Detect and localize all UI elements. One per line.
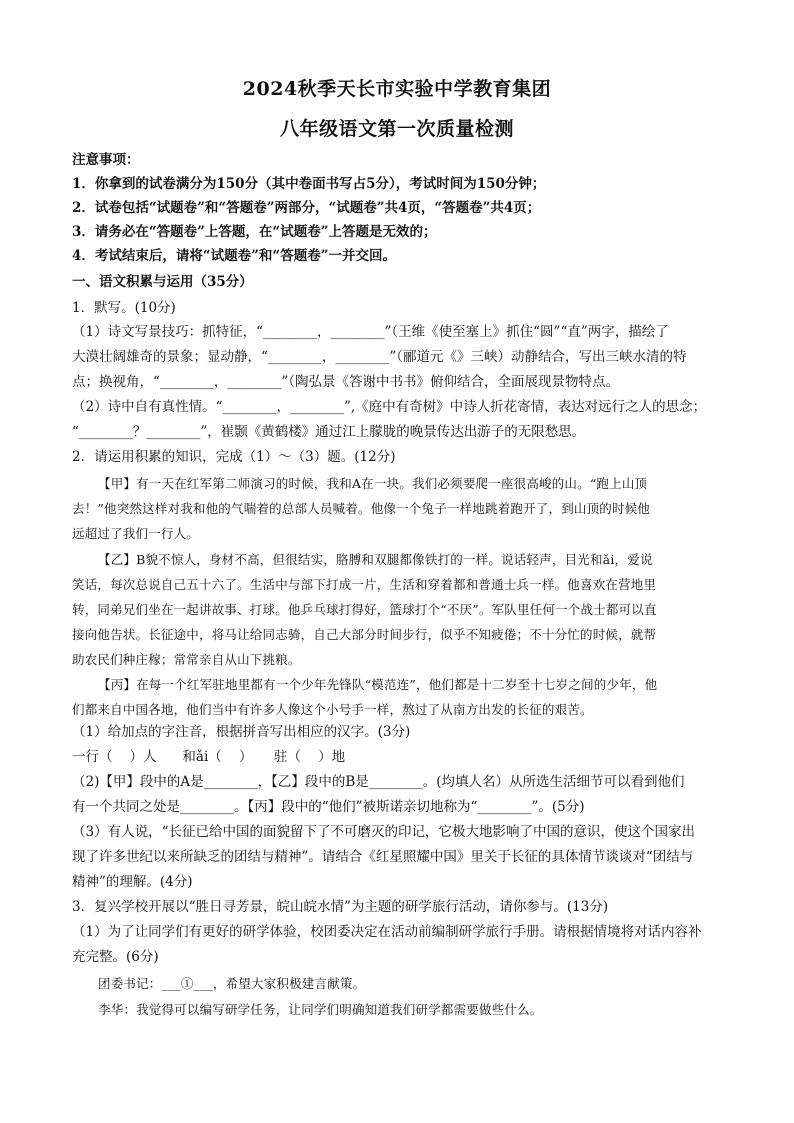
passage-line: 们都来自中国各地，他们当中有许多人像这个小号手一样，熬过了从南方出发的长征的艰苦。 bbox=[72, 702, 593, 717]
subquestion-line: 有一个共同之处是________。【丙】段中的“他们”被斯诺亲切地称为“________”。(5分) bbox=[72, 799, 585, 815]
passage-line: 【丙】在每一个红军驻地里都有一个少年先锋队“模范连”，他们都是十二岁至十七岁之间的少年，他 bbox=[98, 677, 658, 692]
question-line: 点；换视角，“________，________”（陶弘景《答谢中书书》俯仰结合，全面展现景物特点。 bbox=[72, 374, 620, 390]
passage-line: 去！”他突然这样对我和他的气喘着的总部人员喊着。他像一个兔子一样地跳着跑开了，到山顶的时候他 bbox=[72, 501, 651, 516]
notice-item: 2．试卷包括“试题卷”和“答题卷”两部分，“试题卷”共4页，“答题卷”共4页； bbox=[72, 200, 541, 216]
notice-heading: 注意事项： bbox=[72, 152, 140, 168]
dialogue-line: 李华：我觉得可以编写研学任务，让同学们明确知道我们研学都需要做些什么。 bbox=[98, 1002, 543, 1017]
subquestion-line: （2)【甲】段中的A是________，【乙】段中的B是________。(均填人名）从所选生活细节可以看到他们 bbox=[72, 774, 685, 790]
subquestion-stem: （1）给加点的字注音，根据拼音写出相应的汉字。(3分) bbox=[72, 724, 411, 740]
passage-line: 笑话，每次总说自己五十六了。生活中与部下打成一片，生活和穿着都和普通士兵一样。他喜欢在营地里 bbox=[72, 577, 657, 592]
subquestion-line: 精神”的理解。(4分) bbox=[72, 874, 193, 890]
exam-title: 2024秋季天长市实验中学教育集团 bbox=[242, 78, 552, 100]
passage-line: 远超过了我们一行人。 bbox=[72, 526, 200, 541]
subquestion-line: 现了许多世纪以来所缺乏的团结与精神”。请结合《红星照耀中国》里关于长征的具体情节谈谈对“团结与 bbox=[72, 849, 694, 865]
subquestion-line: （1）为了让同学们有更好的研学体验，校团委决定在活动前编制研学旅行手册。请根据情境将对话内容补 bbox=[72, 924, 702, 940]
question-stem: 2．请运用积累的知识，完成（1）～（3）题。(12分) bbox=[72, 449, 396, 465]
question-line: （1）诗文写景技巧：抓特征，“________，________”（王维《使至塞上》抓住“圆”“直”两字，描绘了 bbox=[72, 324, 669, 340]
notice-item: 1．你拿到的试卷满分为150分（其中卷面书写占5分），考试时间为150分钟； bbox=[72, 176, 546, 192]
question-stem: 1．默写。(10分) bbox=[72, 300, 176, 316]
question-line: “________？________”，崔颢《黄鹤楼》通过江上朦胧的晚景传达出游子的无限愁思。 bbox=[72, 424, 586, 440]
section-heading: 一、语文积累与运用（35分） bbox=[72, 274, 253, 290]
pinyin-answer-row: 一行（ ）人 和ǎi（ ） 驻（ ）地 bbox=[72, 749, 346, 765]
question-line: 大漠壮阔雄奇的景象；显动静，“________，________”（郦道元《》三峡）动静结合，写出三峡水清的特 bbox=[72, 349, 687, 365]
dialogue-line: 团委书记：___①___，希望大家积极建言献策。 bbox=[98, 976, 366, 991]
notice-item: 4．考试结束后，请将“试题卷”和“答题卷”一并交回。 bbox=[72, 248, 396, 264]
passage-line: 接向他告状。长征途中，将马让给同志骑，自己大部分时间步行，似乎不知疲倦；不十分忙的时候，就帮 bbox=[72, 627, 657, 642]
passage-line: 转，同弟兄们坐在一起讲故事、打球。他乒乓球打得好，篮球打个“不厌”。军队里任何一个战士都可以直 bbox=[72, 602, 657, 617]
question-stem: 3．复兴学校开展以“胜日寻芳景，皖山皖水情”为主题的研学旅行活动，请你参与。(13分) bbox=[72, 899, 609, 915]
subquestion-line: 充完整。(6分) bbox=[72, 949, 159, 965]
notice-item: 3．请务必在“答题卷”上答题，在“试题卷”上答题是无效的； bbox=[72, 224, 437, 240]
exam-subtitle: 八年级语文第一次质量检测 bbox=[279, 118, 514, 140]
passage-line: 助农民们种庄稼；常常亲自从山下挑粮。 bbox=[72, 652, 301, 667]
subquestion-line: （3）有人说，“长征已给中国的面貌留下了不可磨灭的印记，它极大地影响了中国的意识，使这个国家出 bbox=[72, 824, 695, 840]
passage-line: 【乙】B貌不惊人，身材不高，但很结实，胳膊和双腿都像铁打的一样。说话轻声，目光和ǎi，爱说 bbox=[98, 552, 653, 567]
question-line: （2）诗中自有真性情。“________，________”,《庭中有奇树》中诗人折花寄情，表达对远行之人的思念； bbox=[72, 399, 707, 415]
passage-line: 【甲】有一天在红军第二师演习的时候，我和A在一块。我们必须要爬一座很高峻的山。“跑上山顶 bbox=[98, 476, 648, 491]
